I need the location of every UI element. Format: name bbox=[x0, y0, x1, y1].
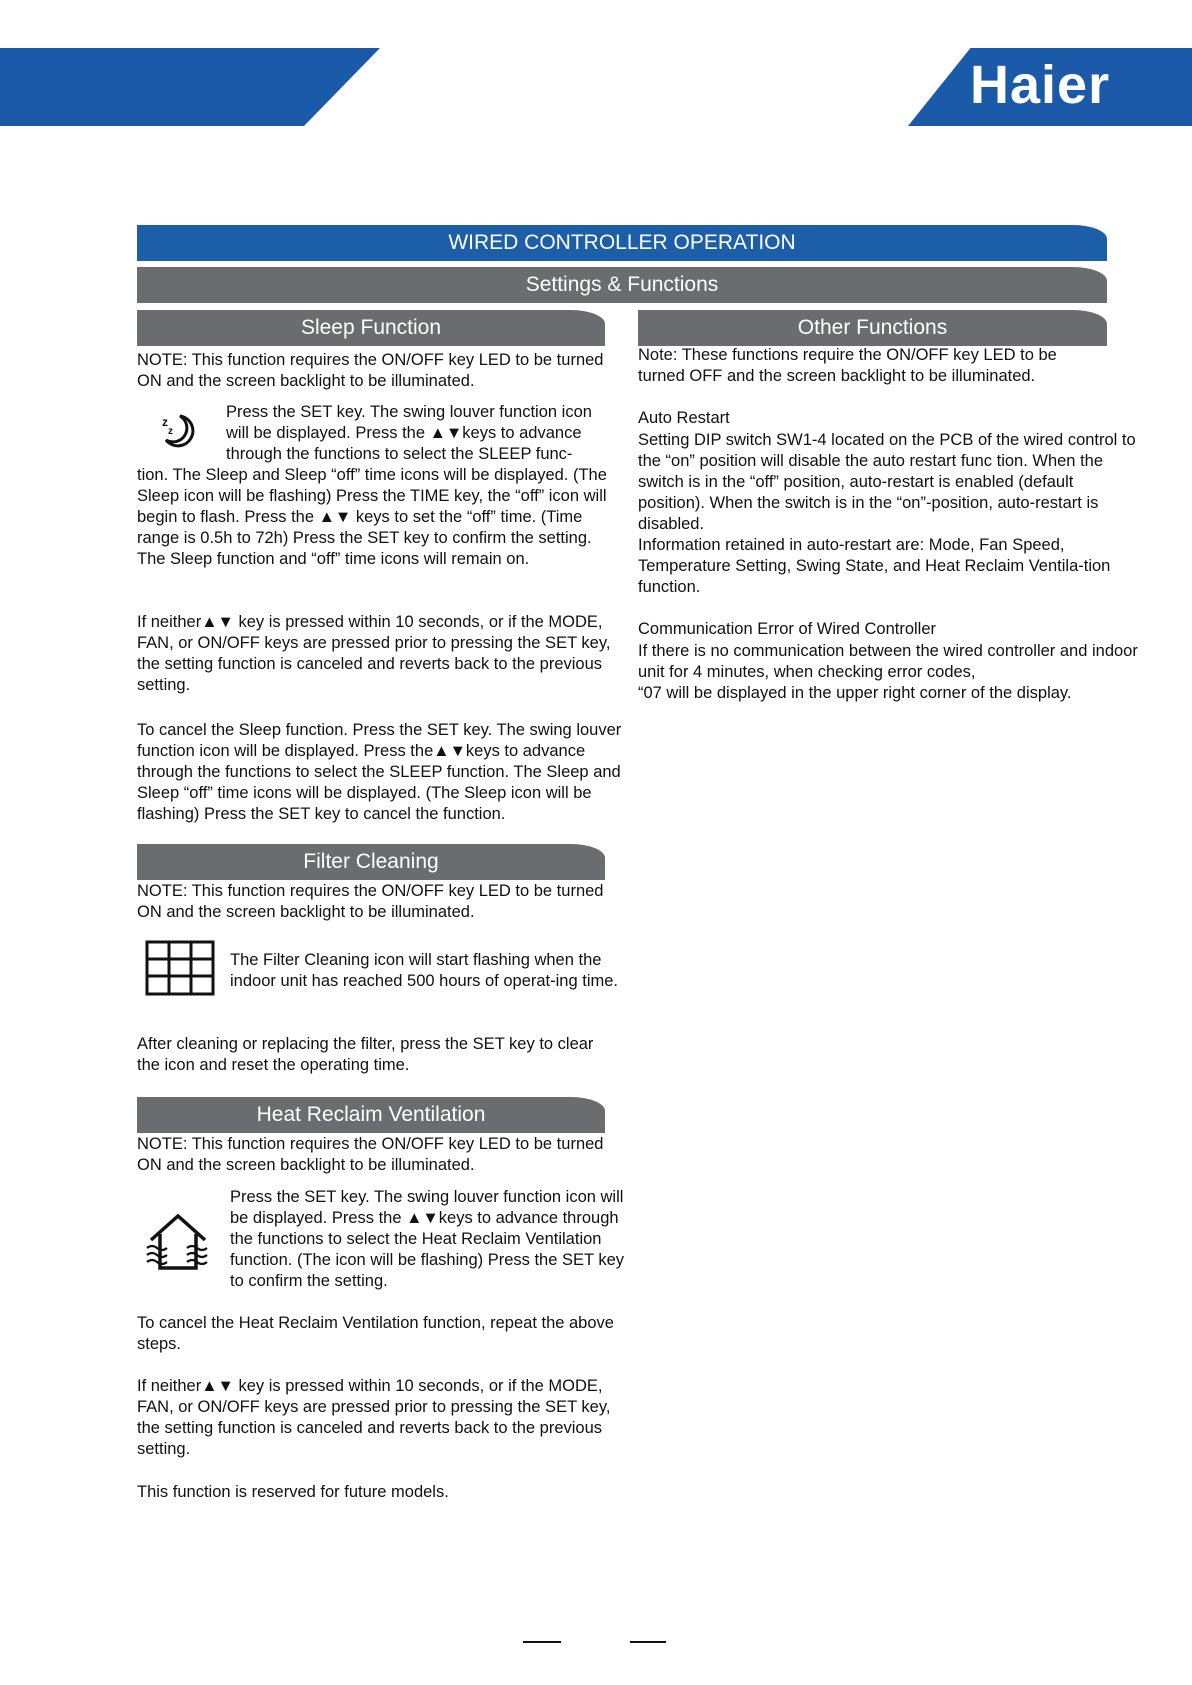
filter-heading: Filter Cleaning bbox=[303, 850, 439, 873]
heat-reserved: This function is reserved for future models. bbox=[137, 1483, 449, 1501]
filter-after: After cleaning or replacing the filter, press the SET key to clear the icon and reset the operating time. bbox=[137, 1035, 594, 1074]
heat-cancel: To cancel the Heat Reclaim Ventilation function, repeat the above steps. bbox=[137, 1314, 614, 1353]
other-heading: Other Functions bbox=[797, 316, 948, 339]
sleep-note: NOTE: This function requires the ON/OFF key LED to be turned ON and the screen backlight to be illuminated. bbox=[137, 351, 604, 390]
sleep-moon-icon bbox=[158, 410, 198, 450]
heat-heading-bar bbox=[137, 1097, 605, 1133]
auto-restart-retained: Information retained in auto-restart are: Mode, Fan Speed, Temperature Setting, Swing State, and Heat Reclaim Ventila-tion function. bbox=[638, 536, 1111, 596]
auto-restart-text: Setting DIP switch SW1-4 located on the PCB of the wired control to the “on” position will disable the auto restart func tion. When the switch is in the “off” position, auto-restart is enabled (default position). When the switch is in the “on”-position, auto-restart is disabled. bbox=[638, 431, 1136, 533]
sub-title: Settings & Functions bbox=[525, 273, 719, 296]
house-ventilation-icon bbox=[143, 1210, 213, 1274]
header-banner-left bbox=[0, 48, 380, 126]
heat-step: Press the SET key. The swing louver function icon will be displayed. Press the ▲▼keys to advance through the functions to select the Heat Reclaim Ventilation function. (The icon will be flashing) Press the SET key to confirm the setting. bbox=[230, 1188, 625, 1290]
footer-rule-left bbox=[523, 1641, 561, 1643]
sleep-timeout: If neither▲▼ key is pressed within 10 seconds, or if the MODE, FAN, or ON/OFF keys are pressed prior to pressing the SET key, the setting function is canceled and reverts back to the previous setting. bbox=[137, 613, 611, 694]
filter-note: NOTE: This function requires the ON/OFF key LED to be turned ON and the screen backlight to be illuminated. bbox=[137, 882, 604, 921]
svg-text:z: z bbox=[162, 415, 168, 429]
sleep-cancel: To cancel the Sleep function. Press the SET key. The swing louver function icon will be displayed. Press the▲▼keys to advance through the functions to select the SLEEP function. The Sleep and Sleep “off” time icons will be displayed. (The Sleep icon will be flashing) Press the SET key to cancel the function. bbox=[137, 721, 622, 823]
filter-heading-bar bbox=[137, 844, 605, 880]
comm-error-title: Communication Error of Wired Controller bbox=[638, 620, 937, 638]
other-note: Note: These functions require the ON/OFF key LED to be turned OFF and the screen backlight to be illuminated. bbox=[638, 346, 1057, 385]
heat-heading: Heat Reclaim Ventilation bbox=[256, 1103, 486, 1126]
filter-grid-icon bbox=[145, 940, 215, 996]
heat-timeout: If neither▲▼ key is pressed within 10 seconds, or if the MODE, FAN, or ON/OFF keys are pressed prior to pressing the SET key, the setting function is canceled and reverts back to the previous setting. bbox=[137, 1377, 611, 1458]
footer-rule-right bbox=[630, 1641, 666, 1643]
comm-error-text: If there is no communication between the wired controller and indoor unit for 4 minutes, when checking error codes, bbox=[638, 642, 1138, 681]
main-title: WIRED CONTROLLER OPERATION bbox=[448, 231, 796, 254]
auto-restart-title: Auto Restart bbox=[638, 409, 730, 427]
sleep-heading-bar bbox=[137, 310, 605, 346]
main-title-bar bbox=[137, 225, 1107, 261]
other-heading-bar bbox=[638, 310, 1107, 346]
svg-text:z: z bbox=[168, 426, 173, 437]
brand-logo: Haier bbox=[970, 55, 1111, 115]
sleep-step: Press the SET key. The swing louver function icon will be displayed. Press the ▲▼keys to advance through the functions to select the SLEEP func- bbox=[226, 403, 592, 463]
filter-step: The Filter Cleaning icon will start flashing when the indoor unit has reached 500 hours of operat-ing time. bbox=[230, 951, 618, 990]
sleep-heading: Sleep Function bbox=[300, 316, 442, 339]
sub-title-bar bbox=[137, 267, 1107, 303]
sleep-step-cont: tion. The Sleep and Sleep “off” time icons will be displayed. (The Sleep icon will be flashing) Press the TIME key, the “off” icon will begin to flash. Press the ▲▼ keys to set the “off” time. (Time range is 0.5h to 72h) Press the SET key to confirm the setting. The Sleep function and “off” time icons will remain on. bbox=[137, 466, 607, 568]
heat-note: NOTE: This function requires the ON/OFF key LED to be turned ON and the screen backlight to be illuminated. bbox=[137, 1135, 604, 1174]
comm-error-text-2: “07 will be displayed in the upper right corner of the display. bbox=[638, 684, 1072, 702]
